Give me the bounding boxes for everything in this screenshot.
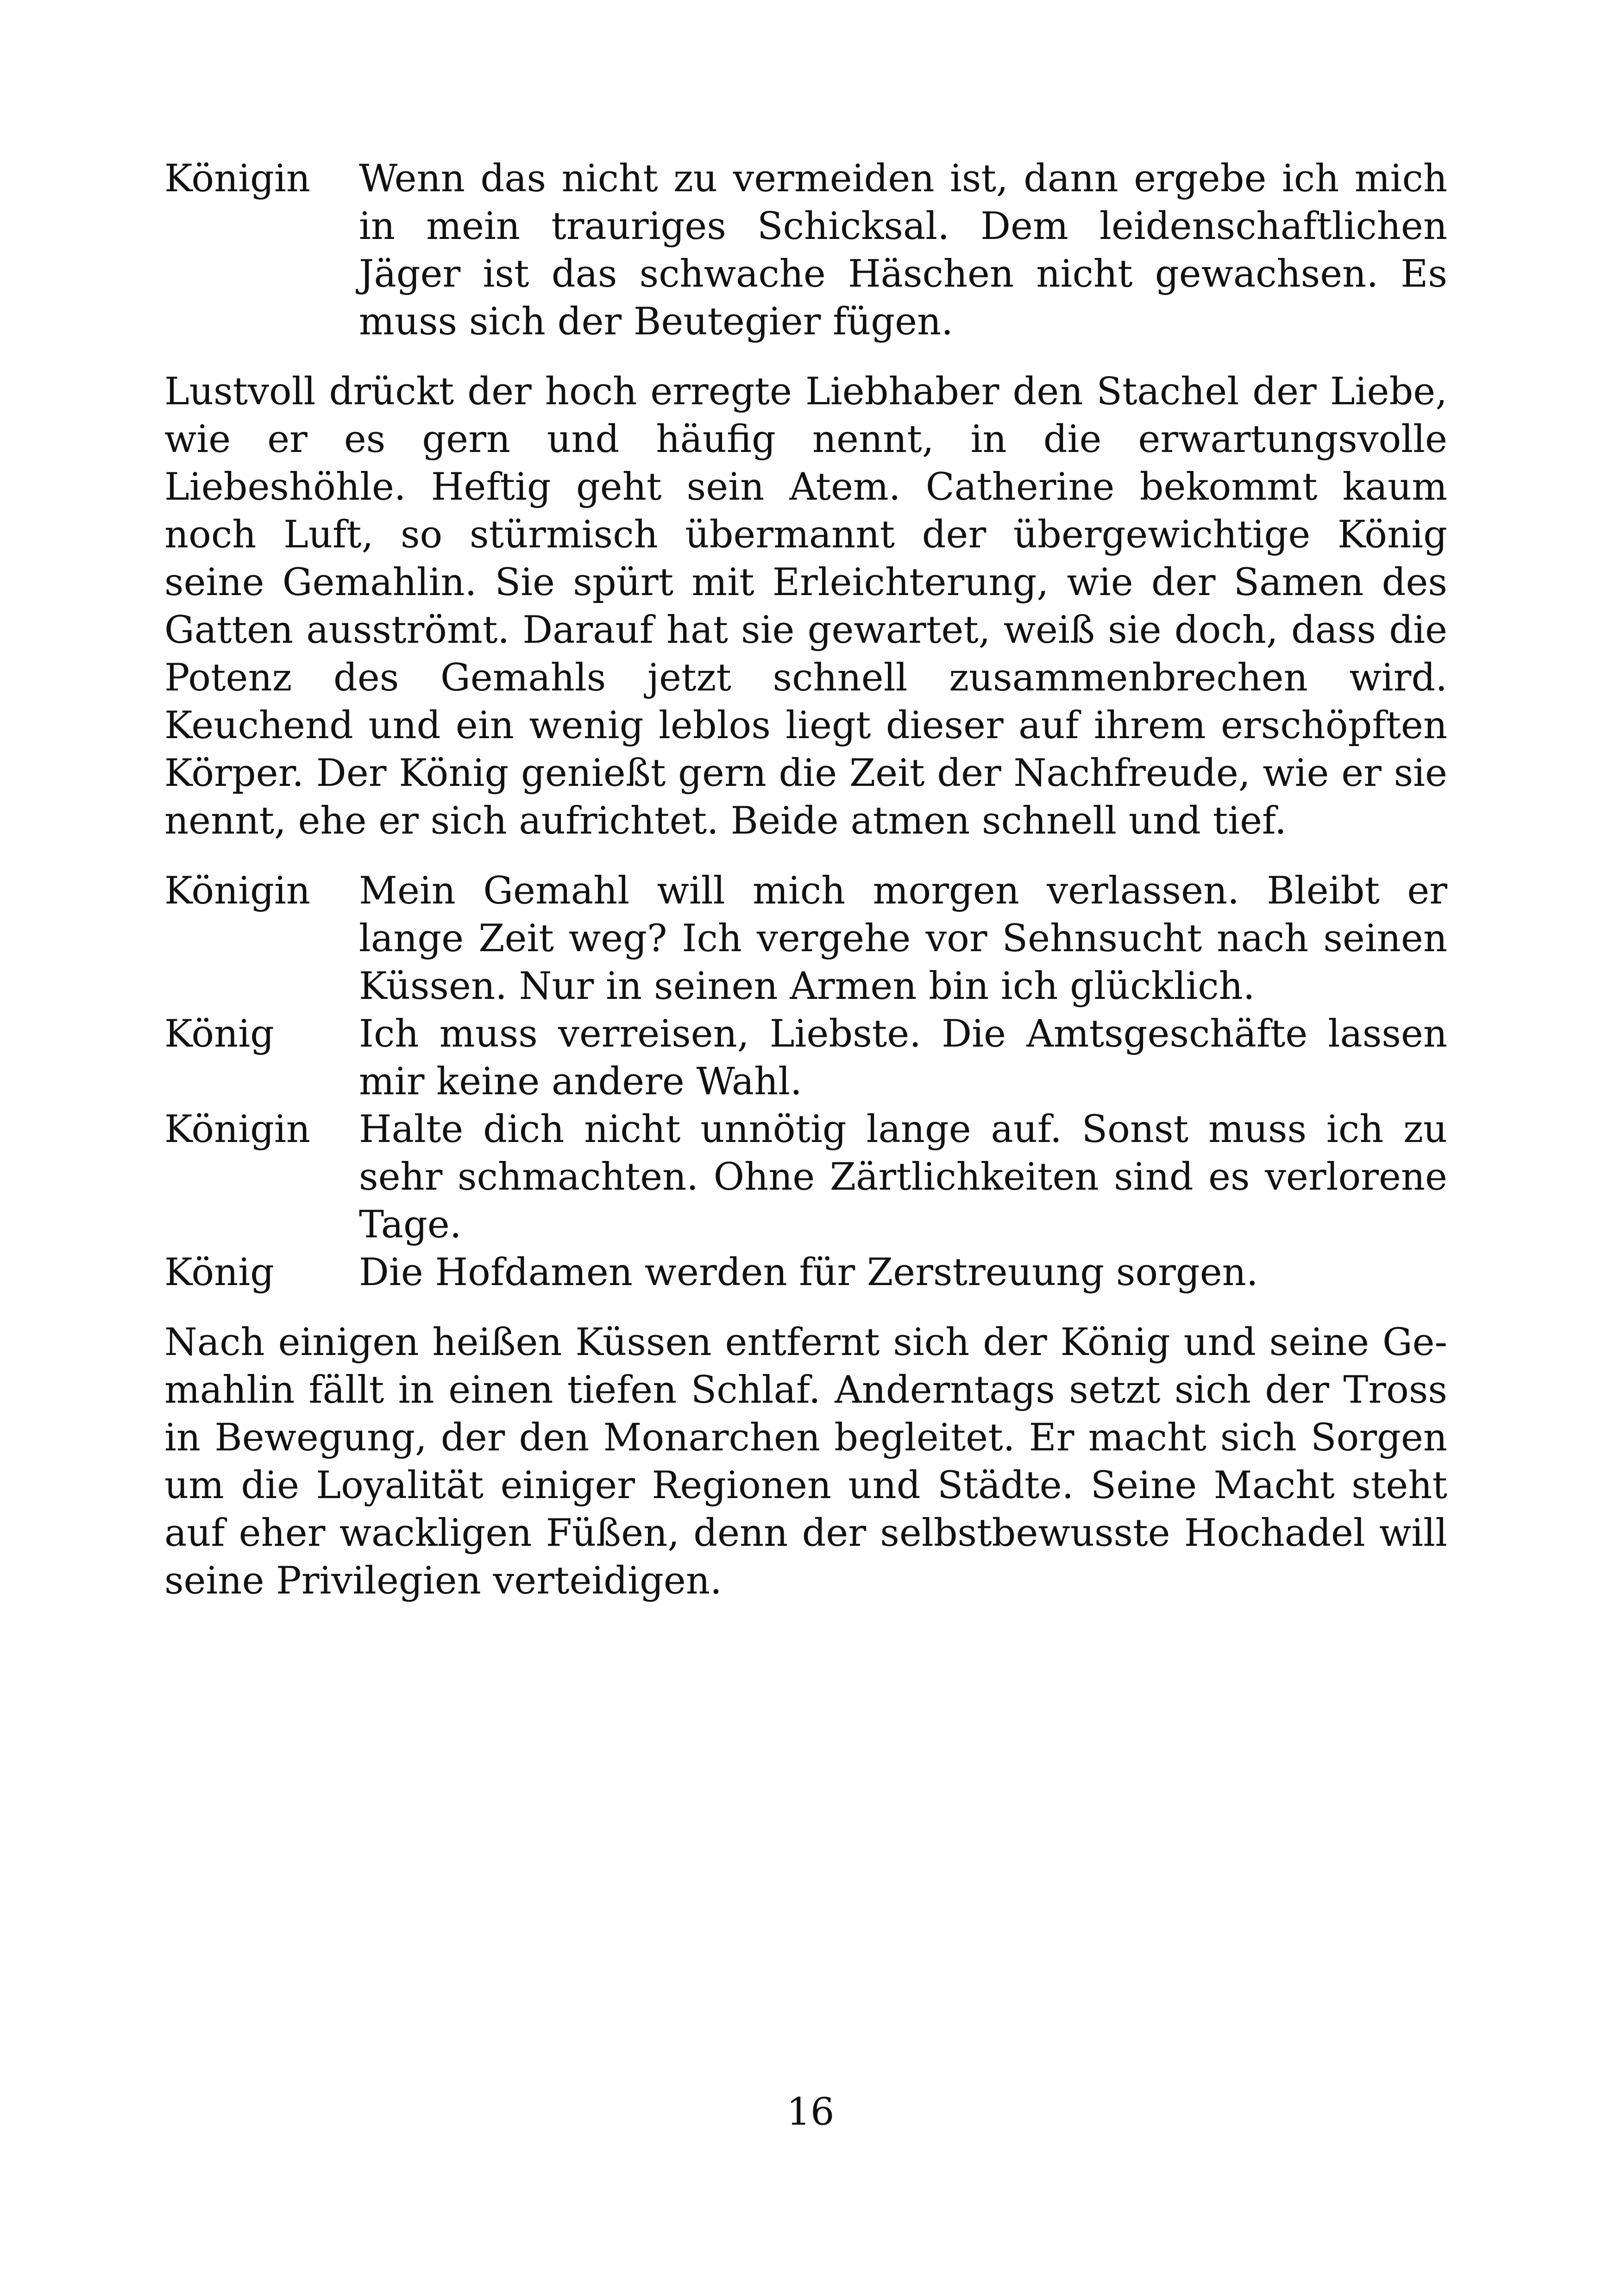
paragraph-gap [164,845,1447,867]
speech-text: Die Hofdamen werden für Zerstreuung sorgen. [359,1251,1258,1294]
page-number: 16 [786,2090,835,2134]
dialogue-block-2 [164,867,1447,1297]
dialogue-line [164,1106,1447,1249]
speaker-name: König [164,1012,275,1056]
dialogue-line [164,155,1447,346]
speaker-name: Königin [164,157,311,201]
speaker-name: Königin [164,869,311,913]
speaker-name: König [164,1251,275,1294]
paragraph-gap [164,1297,1447,1319]
narrative-paragraph-1: Lustvoll drückt der hoch erregte Liebhaber den Stachel der Liebe, wie er es gern und häufig nennt, in die erwartungsvolle Liebeshöhle. Heftig geht sein Atem. Catherine bekommt kaum noch Luft, so stürmisch übermannt der übergewichtige König seine Gemahlin. Sie spürt mit Erleichterung, wie der Samen des Gatten ausströmt. Darauf hat sie gewartet, weiß sie doch, dass die Potenz des Gemahls jetzt schnell zusammenbrechen wird. Keuchend und ein wenig leblos liegt dieser auf ihrem erschöpften Körper. Der König genießt gern die Zeit der Nachfreude, wie er sie nennt, ehe er sich aufrichtet. Beide atmen schnell und tief. [164,370,1447,843]
dialogue-line [164,1249,1447,1297]
speech-text: Wenn das nicht zu vermeiden ist, dann ergebe ich mich in mein trauriges Schicksal. Dem leidenschaftlichen Jäger ist das schwache Häschen nicht gewachsen. Es muss sich der Beutegier fügen. [359,157,1447,344]
paragraph-gap [164,346,1447,368]
narrative-paragraph-2: Nach einigen heißen Küssen entfernt sich der König und seine Gemahlin fällt in einen tiefen Schlaf. Anderntags setzt sich der Tross in Bewegung, der den Monarchen begleitet. Er macht sich Sorgen um die Loyalität einiger Regionen und Städte. Seine Macht steht auf eher wackligen Füßen, denn der selbstbewusste Hochadel will seine Privilegien verteidigen. [164,1321,1447,1603]
dialogue-line [164,1010,1447,1106]
page-content [164,155,1447,1605]
speech-text: Ich muss verreisen, Liebste. Die Amtsgeschäfte lassen mir keine andere Wahl. [359,1012,1447,1104]
dialogue-line [164,867,1447,1010]
speech-text: Halte dich nicht unnötig lange auf. Sonst muss ich zu sehr schmachten. Ohne Zärtlichkeiten sind es verlorene Tage. [359,1108,1447,1247]
dialogue-block-1 [164,155,1447,346]
speech-text: Mein Gemahl will mich morgen verlassen. Bleibt er lange Zeit weg? Ich vergehe vor Sehnsucht nach seinen Küssen. Nur in seinen Armen bin ich glücklich. [359,869,1447,1008]
speaker-name: Königin [164,1108,311,1151]
